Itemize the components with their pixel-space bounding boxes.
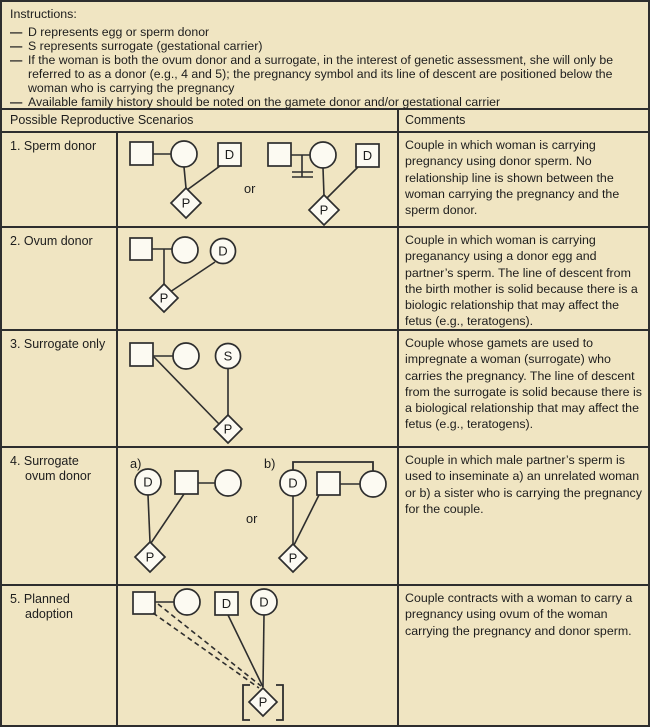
comment-text: Couple in which male partner’s sperm is used to inseminate a) an unrelated woman or b) a sister who is carrying the pregnancy for the couple.	[397, 448, 648, 584]
instructions-list	[10, 25, 638, 109]
scenario-row-2	[2, 228, 648, 331]
descent-line	[151, 494, 184, 543]
diagram-cell	[118, 586, 397, 725]
symbol-letter: P	[258, 694, 268, 710]
symbol-letter: D	[143, 474, 153, 490]
scenario-label-cell	[2, 331, 118, 446]
instruction-item	[10, 25, 638, 39]
scenario-row-3	[2, 331, 648, 448]
male-square	[130, 142, 153, 165]
bullet-dash: —	[10, 95, 23, 109]
column-header-scenarios: Possible Reproductive Scenarios	[10, 113, 194, 127]
symbol-letter: D	[224, 147, 235, 162]
adoption-dashed-line	[158, 604, 261, 686]
symbol-letter: P	[319, 202, 329, 218]
scenario-label: 4. Surrogate ovum donor	[10, 454, 92, 483]
table-header-row	[2, 110, 648, 133]
pedigree-diagram-1	[118, 133, 397, 226]
symbol-letter: P	[223, 421, 233, 437]
symbol-letter: P	[159, 290, 169, 306]
scenario-label: 2. Ovum donor	[10, 234, 93, 248]
scenario-label: 5. Planned adoption	[10, 592, 73, 621]
scenario-row-4	[2, 448, 648, 586]
female-circle	[172, 237, 198, 263]
instruction-text: D represents egg or sperm donor	[28, 25, 210, 39]
bullet-dash: —	[10, 39, 23, 53]
scenario-label-cell	[2, 133, 118, 226]
diagram-cell	[118, 448, 397, 584]
scenario-label-cell	[2, 448, 118, 584]
instruction-text: S represents surrogate (gestational carrier)	[28, 39, 263, 53]
instruction-text: Available family history should be noted on the gamete donor and/or gestational carrier	[28, 95, 501, 109]
symbol-letter: D	[218, 243, 228, 259]
male-square	[130, 343, 153, 366]
diagram-cell	[118, 331, 397, 446]
descent-line	[323, 168, 324, 196]
column-header-comments: Comments	[397, 110, 648, 131]
pedigree-diagram-5	[118, 586, 397, 723]
female-circle	[360, 471, 386, 497]
male-square	[268, 143, 291, 166]
scenario-label: 1. Sperm donor	[10, 139, 97, 153]
donor-descent-line	[148, 495, 150, 542]
donor-descent-line	[187, 166, 220, 190]
comment-text: Couple contracts with a woman to carry a pregnancy using ovum of the woman carrying the pregnancy and donor sperm.	[397, 586, 648, 725]
scenarios-table	[2, 110, 648, 725]
instruction-item	[10, 53, 638, 95]
female-circle	[174, 589, 200, 615]
instruction-item	[10, 39, 638, 53]
male-square	[133, 592, 155, 614]
symbol-letter: D	[288, 475, 298, 491]
table-body	[2, 133, 648, 725]
female-circle	[171, 141, 197, 167]
scenario-row-1	[2, 133, 648, 228]
male-square	[130, 238, 152, 260]
instructions-panel	[2, 2, 648, 110]
donor-descent-line	[263, 615, 264, 687]
female-circle	[173, 343, 199, 369]
symbol-letter: P	[181, 195, 191, 211]
scenario-label: 3. Surrogate only	[10, 337, 106, 351]
symbol-letter: D	[259, 594, 269, 610]
pedigree-diagram-3	[118, 331, 397, 446]
adoption-dashed-line	[153, 613, 259, 688]
donor-descent-line	[170, 262, 215, 292]
bullet-dash: —	[10, 25, 23, 39]
scenario-row-5	[2, 586, 648, 725]
descent-line	[294, 495, 319, 545]
symbol-letter: P	[145, 549, 155, 565]
comment-text: Couple whose gamets are used to impregnate a woman (surrogate) who carries the pregnancy. The line of descent from the surrogate is solid because there is a biological relationship that may affect the fetus (e.g., teratogens).	[397, 331, 648, 446]
female-circle	[310, 142, 336, 168]
pedigree-diagram-2	[118, 228, 397, 329]
panel-b-label: b)	[264, 456, 276, 471]
sibling-line	[293, 462, 373, 471]
instruction-item	[10, 95, 638, 109]
scenario-label-cell	[2, 586, 118, 725]
comment-text: Couple in which woman is carrying pregnancy using donor sperm. No relationship line is shown between the woman carrying the pregnancy and the sperm donor.	[397, 133, 648, 226]
symbol-letter: D	[221, 596, 232, 611]
symbol-letter: P	[288, 550, 298, 566]
instructions-title: Instructions:	[10, 7, 77, 21]
donor-descent-line	[326, 167, 358, 199]
male-square	[175, 471, 198, 494]
comment-text: Couple in which woman is carrying preganancy using a donor egg and partner’s sperm. The line of descent from the birth mother is solid because there is a biologic relationship that may affect the fetus (e.g., teratogens).	[397, 228, 648, 329]
bullet-dash: —	[10, 53, 23, 67]
diagram-cell	[118, 133, 397, 226]
scenario-label-cell	[2, 228, 118, 329]
symbol-letter: S	[223, 348, 233, 364]
or-label: or	[244, 181, 256, 196]
pedigree-diagram-4	[118, 448, 397, 584]
symbol-letter: D	[362, 148, 373, 163]
instruction-text: If the woman is both the ovum donor and a surrogate, in the interest of genetic assessment, she will only be referred to as a donor (e.g., 4 and 5); the pregnancy symbol and its line of descent are positioned below the woman who is carrying the pregnancy	[28, 53, 614, 95]
or-label: or	[246, 511, 258, 526]
male-square	[317, 472, 340, 495]
female-circle	[215, 470, 241, 496]
panel-a-label: a)	[130, 456, 142, 471]
descent-line	[184, 167, 186, 188]
diagram-cell	[118, 228, 397, 329]
donor-descent-line	[228, 615, 263, 687]
